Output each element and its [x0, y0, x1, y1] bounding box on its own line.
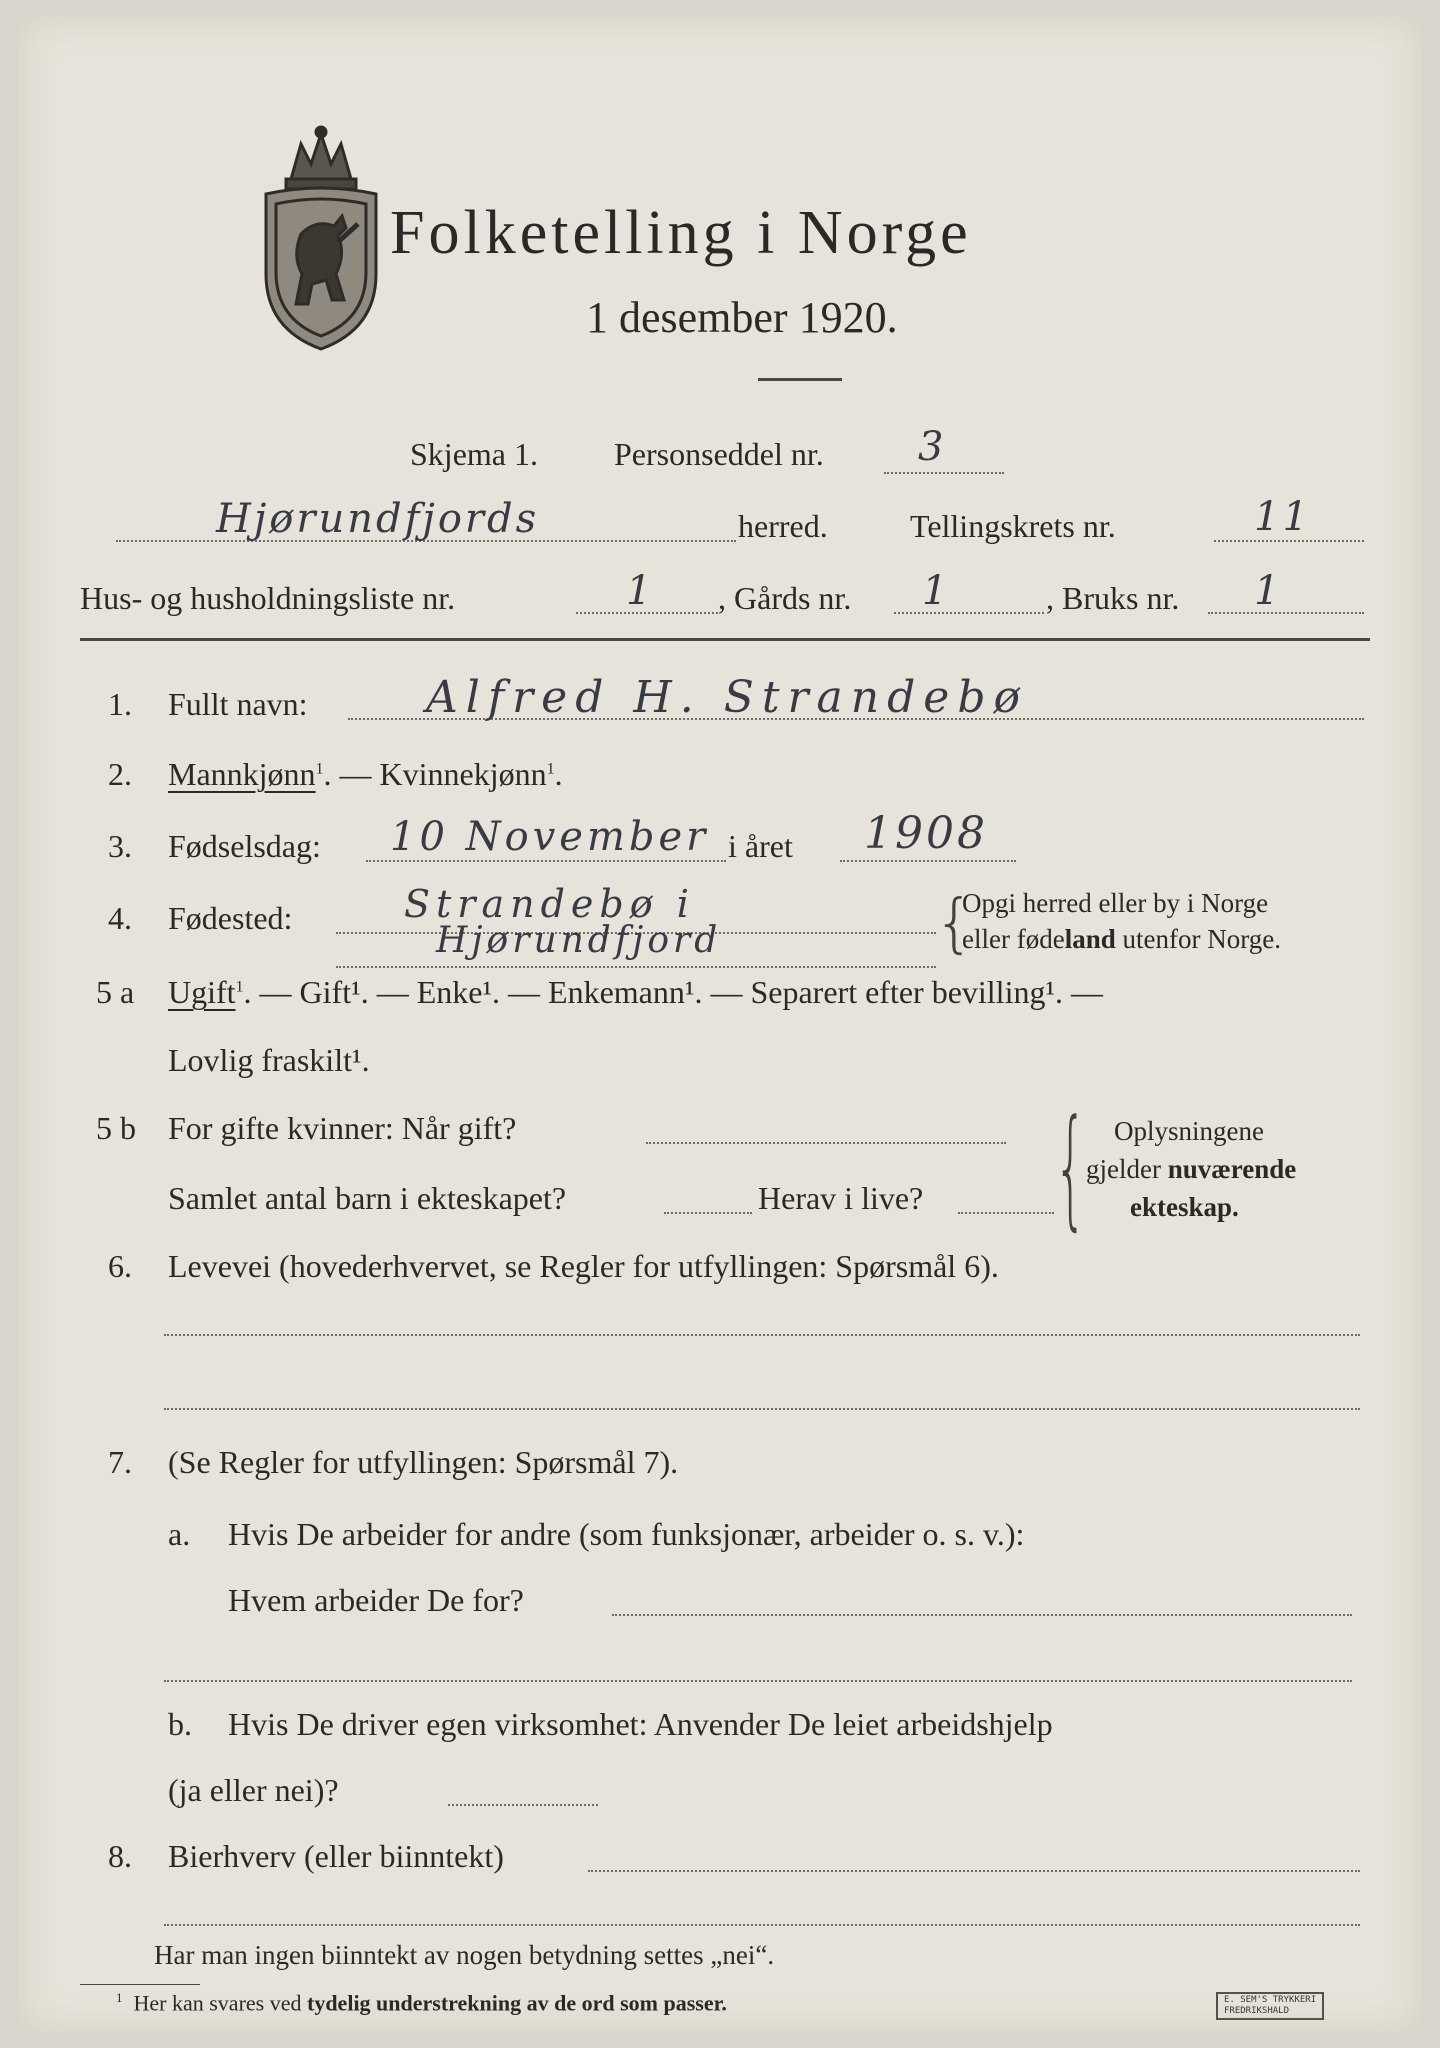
q7-label: (Se Regler for utfyllingen: Spørsmål 7).	[168, 1444, 679, 1480]
q5b-alive-label: Herav i live?	[758, 1180, 924, 1216]
footnote-marker: 1	[546, 760, 555, 778]
gards-line	[894, 612, 1044, 614]
norwegian-coat-of-arms-icon	[246, 124, 396, 354]
form-title: Folketelling i Norge	[390, 199, 972, 267]
q4-label: Fødested:	[168, 900, 293, 936]
option-mannkjonn: Mannkjønn	[168, 756, 316, 792]
q2-options	[168, 756, 563, 793]
footnote-marker: 1	[235, 978, 244, 996]
q7b-question: Hvis De driver egen virksomhet: Anvender De leiet arbeidshjelp	[228, 1706, 1053, 1742]
q4-note-part: utenfor Norge.	[1115, 924, 1281, 954]
q4-note-part: eller føde	[962, 924, 1065, 954]
printer-stamp	[1216, 1992, 1324, 2020]
q1-label: Fullt navn:	[168, 686, 308, 722]
q7a-label: Hvem arbeider De for?	[228, 1582, 524, 1618]
bruks-value: 1	[1254, 568, 1283, 614]
q6-number: 6.	[108, 1248, 132, 1284]
personseddel-line	[884, 472, 1004, 474]
q7b-letter: b.	[168, 1706, 192, 1742]
q4-note-line1: Opgi herred eller by i Norge	[962, 888, 1269, 918]
q3-year-label: i året	[728, 828, 793, 864]
q3-label: Fødselsdag:	[168, 828, 321, 864]
personseddel-label: Personseddel nr.	[614, 436, 824, 472]
q4-brace: {	[934, 887, 975, 961]
option-lovlig-fraskilt: Lovlig fraskilt¹.	[168, 1042, 370, 1078]
q5a-options	[168, 974, 1103, 1011]
q3-day-line	[366, 860, 726, 862]
q7a-line-2	[164, 1680, 1352, 1682]
census-date: 1 desember 1920.	[586, 293, 898, 342]
footnote-rule	[80, 1984, 200, 1985]
husholdningsliste-value: 1	[626, 568, 655, 614]
header-divider	[80, 638, 1370, 641]
option-kvinnekjonn: . — Kvinnekjønn	[323, 756, 547, 792]
q6-line-1	[164, 1334, 1360, 1336]
bruks-line	[1208, 612, 1364, 614]
husholdningsliste-label: Hus- og husholdningsliste nr.	[80, 580, 456, 616]
stamp-line1: E. SEM'S TRYKKERI	[1224, 1995, 1317, 2005]
q3-number: 3.	[108, 828, 132, 864]
q5b-married-line	[646, 1142, 1006, 1144]
q1-number: 1.	[108, 686, 132, 722]
q7a-question: Hvis De arbeider for andre (som funksjonær, arbeider o. s. v.):	[228, 1516, 1025, 1552]
q5b-children-line	[664, 1212, 752, 1214]
q5b-brace: {	[1054, 1091, 1088, 1243]
q2-number: 2.	[108, 756, 132, 792]
stamp-line2: FREDRIKSHALD	[1224, 2006, 1290, 2016]
birthplace-value-line2: Hjørundfjord	[436, 920, 722, 961]
full-name-value: Alfred H. Strandebø	[426, 672, 1028, 723]
q4-note-line2	[962, 924, 1281, 955]
birthplace-value-line1: Strandebø i	[404, 882, 695, 926]
personseddel-value: 3	[918, 424, 947, 470]
bruks-label: , Bruks nr.	[1046, 580, 1180, 616]
herred-label: herred.	[738, 508, 828, 544]
tellingskrets-line	[1214, 540, 1364, 542]
q5b-note-line2	[1086, 1154, 1296, 1185]
footnote	[116, 1990, 727, 2016]
footnote-bold: tydelig understrekning av de ord som passer.	[307, 1990, 727, 2016]
q5b-note-part: gjelder	[1086, 1154, 1168, 1184]
q8-number: 8.	[108, 1838, 132, 1874]
q8-line-1	[588, 1870, 1360, 1872]
q5b-children-label: Samlet antal barn i ekteskapet?	[168, 1180, 567, 1216]
herred-value: Hjørundfjords	[216, 496, 540, 542]
option-ugift: Ugift	[168, 974, 236, 1010]
q5b-note-bold: nuværende	[1167, 1154, 1297, 1184]
q8-label: Bierhverv (eller biinntekt)	[168, 1838, 504, 1874]
q4-line-2	[336, 966, 936, 968]
marital-options: . — Gift¹. — Enke¹. — Enkemann¹. — Separert efter bevilling¹. —	[243, 974, 1104, 1010]
skjema-label: Skjema 1.	[410, 436, 538, 472]
q5b-married-label: For gifte kvinner: Når gift?	[168, 1110, 517, 1146]
gards-value: 1	[922, 568, 951, 614]
footnote-marker: 1	[315, 760, 324, 778]
footnote-number: 1	[116, 1990, 123, 2005]
q5a-number: 5 a	[96, 974, 135, 1010]
census-form	[18, 16, 1422, 2032]
tellingskrets-label: Tellingskrets nr.	[910, 508, 1116, 544]
q6-line-2	[164, 1408, 1360, 1410]
gards-label: , Gårds nr.	[718, 580, 852, 616]
q3-year-line	[840, 860, 1016, 862]
q7b-line	[448, 1804, 598, 1806]
birth-year-value: 1908	[864, 808, 988, 859]
q7a-line-1	[612, 1614, 1352, 1616]
tellingskrets-value: 11	[1254, 494, 1311, 540]
q6-label: Levevei (hovederhvervet, se Regler for utfyllingen: Spørsmål 6).	[168, 1248, 999, 1284]
birth-day-value: 10 November	[390, 814, 710, 860]
q7b-label: (ja eller nei)?	[168, 1772, 339, 1808]
q7-number: 7.	[108, 1444, 132, 1480]
title-divider	[758, 378, 842, 381]
q5b-number: 5 b	[96, 1110, 136, 1146]
footnote-text: Her kan svares ved	[133, 1990, 307, 2016]
q2-end: .	[554, 756, 563, 792]
q5b-note-line1: Oplysningene	[1114, 1116, 1264, 1146]
q4-number: 4.	[108, 900, 132, 936]
q4-note-bold: land	[1064, 924, 1116, 954]
q7a-letter: a.	[168, 1516, 191, 1552]
q5b-note-line3: ekteskap.	[1130, 1192, 1239, 1222]
q5b-alive-line	[958, 1212, 1054, 1214]
biinntekt-note: Har man ingen biinntekt av nogen betydning settes „nei“.	[154, 1940, 775, 1970]
q8-line-2	[164, 1924, 1360, 1926]
